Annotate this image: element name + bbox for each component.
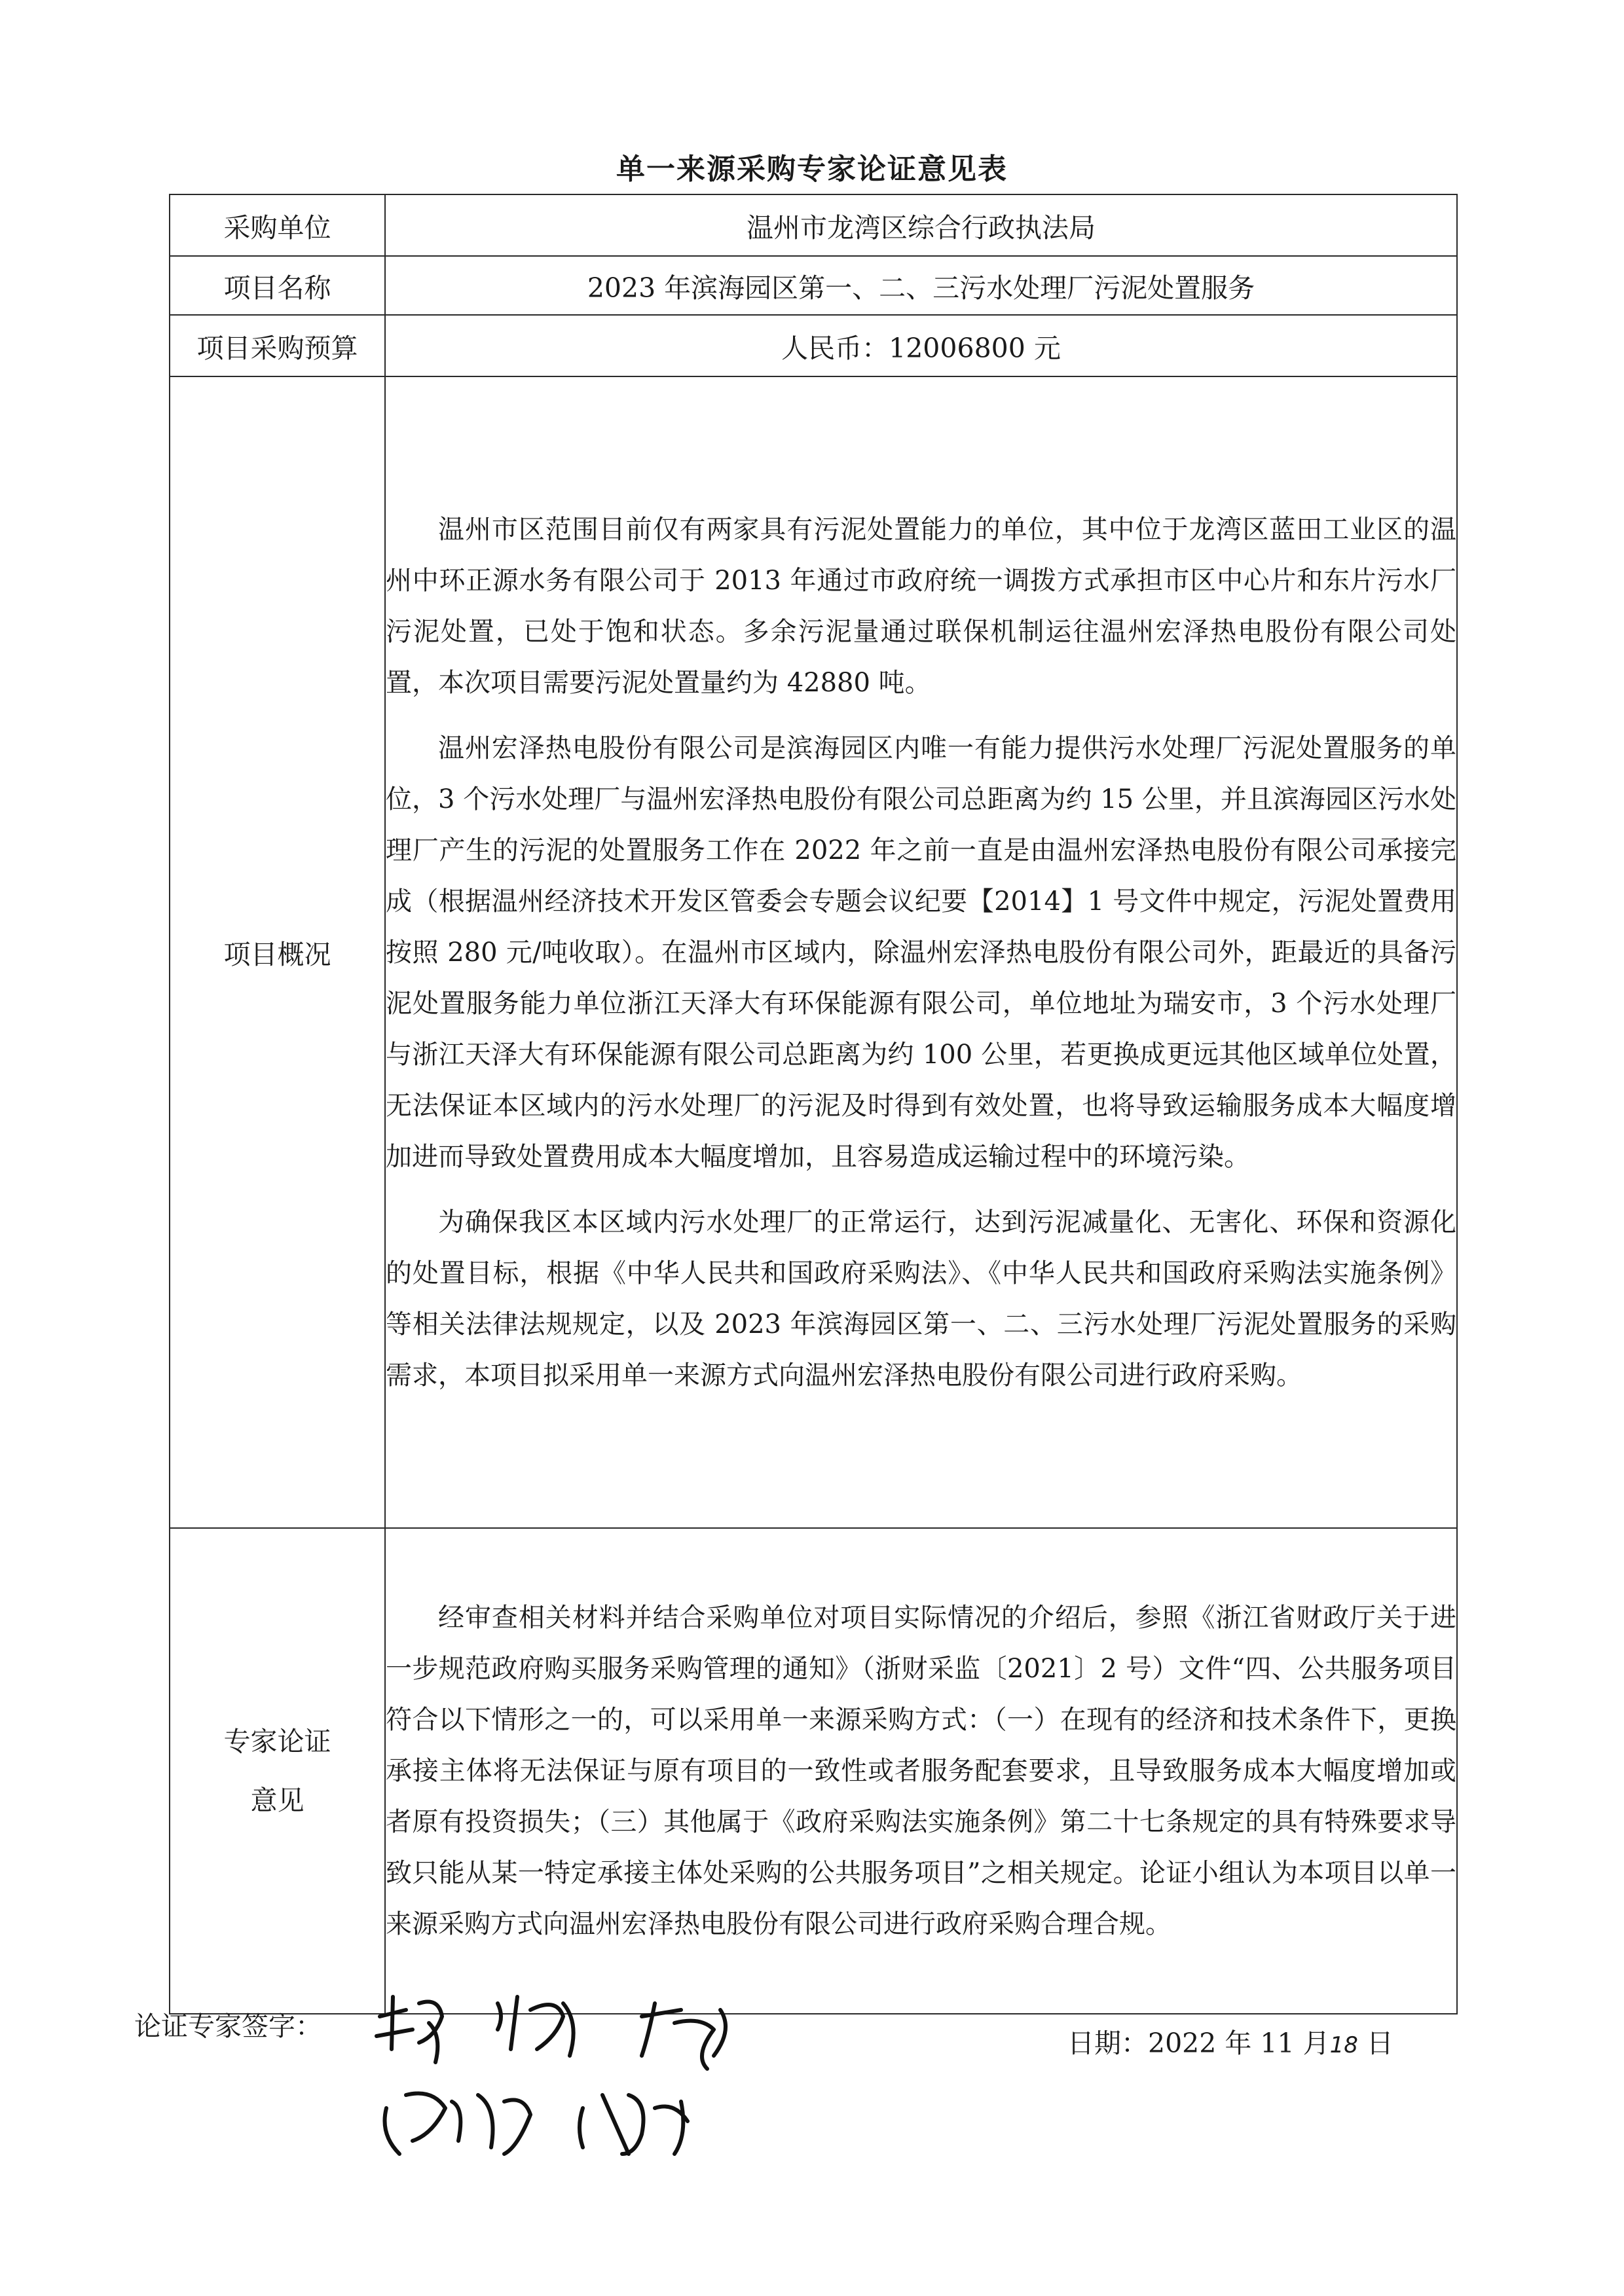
row-project-overview [170, 376, 1457, 1528]
overview-paragraph: 为确保我区本区域内污水处理厂的正常运行，达到污泥减量化、无害化、环保和资源化的处置目标，根据《中华人民共和国政府采购法》、《中华人民共和国政府采购法实施条例》等相关法律法规规定，以及 2023 年滨海园区第一、二、三污水处理厂污泥处置服务的采购需求，本项目拟采用单一来源方式向温州宏泽热电股份有限公司进行政府采购。 [386, 1207, 1456, 1391]
label-project-overview: 项目概况 [170, 376, 385, 1528]
row-procurement-unit [170, 194, 1457, 256]
expert-opinion-table [169, 194, 1458, 2014]
value-project-name: 2023 年滨海园区第一、二、三污水处理厂污泥处置服务 [385, 256, 1457, 315]
expert-handwritten-signatures [367, 1977, 864, 2174]
project-overview-text [385, 376, 1457, 1528]
label-expert-opinion-line2: 意见 [250, 1785, 304, 1816]
overview-paragraph: 温州宏泽热电股份有限公司是滨海园区内唯一有能力提供污水处理厂污泥处置服务的单位，3 个污水处理厂与温州宏泽热电股份有限公司总距离为约 15 公里，并且滨海园区污水处理厂产生的污泥的处置服务工作在 2022 年之前一直是由温州宏泽热电股份有限公司承接完成（根据温州经济技术开发区管委会专题会议纪要【2014】1 号文件中规定，污泥处置费用按照 280 元/吨收取）。在温州市区域内，除温州宏泽热电股份有限公司外，距最近的具备污泥处置服务能力单位浙江天泽大有环保能源有限公司，单位地址为瑞安市，3 个污水处理厂与浙江天泽大有环保能源有限公司总距离为约 100 公里，若更换成更远其他区域单位处置，无法保证本区域内的污水处理厂的污泥及时得到有效处置，也将导致运输服务成本大幅度增加进而导致处置费用成本大幅度增加，且容易造成运输过程中的环境污染。 [386, 733, 1456, 1172]
label-project-name: 项目名称 [170, 256, 385, 315]
value-project-budget: 人民币：12006800 元 [385, 315, 1457, 376]
label-expert-opinion-line1: 专家论证 [223, 1726, 331, 1757]
date-prefix: 日期：2022 年 11 月 [1067, 2028, 1330, 2059]
label-project-budget: 项目采购预算 [170, 315, 385, 376]
value-procurement-unit: 温州市龙湾区综合行政执法局 [385, 194, 1457, 256]
expert-opinion-text [385, 1528, 1457, 2014]
label-expert-opinion [170, 1528, 385, 2014]
row-project-name [170, 256, 1457, 315]
row-expert-opinion [170, 1528, 1457, 2014]
overview-paragraph: 温州市区范围目前仅有两家具有污泥处置能力的单位，其中位于龙湾区蓝田工业区的温州中环正源水务有限公司于 2013 年通过市政府统一调拨方式承担市区中心片和东片污水厂污泥处置，已处于饱和状态。多余污泥量通过联保机制运往温州宏泽热电股份有限公司处置，本次项目需要污泥处置量约为 42880 吨。 [386, 514, 1456, 698]
row-project-budget [170, 315, 1457, 376]
signing-date [1067, 2022, 1393, 2060]
label-procurement-unit: 采购单位 [170, 194, 385, 256]
opinion-paragraph: 经审查相关材料并结合采购单位对项目实际情况的介绍后，参照《浙江省财政厅关于进一步规范政府购买服务采购管理的通知》（浙财采监〔2021〕2 号）文件“四、公共服务项目符合以下情形之一的，可以采用单一来源采购方式：（一）在现有的经济和技术条件下，更换承接主体将无法保证与原有项目的一致性或者服务配套要求，且导致服务成本大幅度增加或者原有投资损失；（三）其他属于《政府采购法实施条例》第二十七条规定的具有特殊要求导致只能从某一特定承接主体处采购的公共服务项目”之相关规定。论证小组认为本项目以单一来源采购方式向温州宏泽热电股份有限公司进行政府采购合理合规。 [386, 1603, 1456, 1939]
date-day-handwritten: 18 [1329, 2032, 1358, 2058]
signature-label: 论证专家签字： [134, 2011, 322, 2042]
date-suffix: 日 [1357, 2028, 1393, 2059]
document-title: 单一来源采购专家论证意见表 [616, 153, 1008, 186]
